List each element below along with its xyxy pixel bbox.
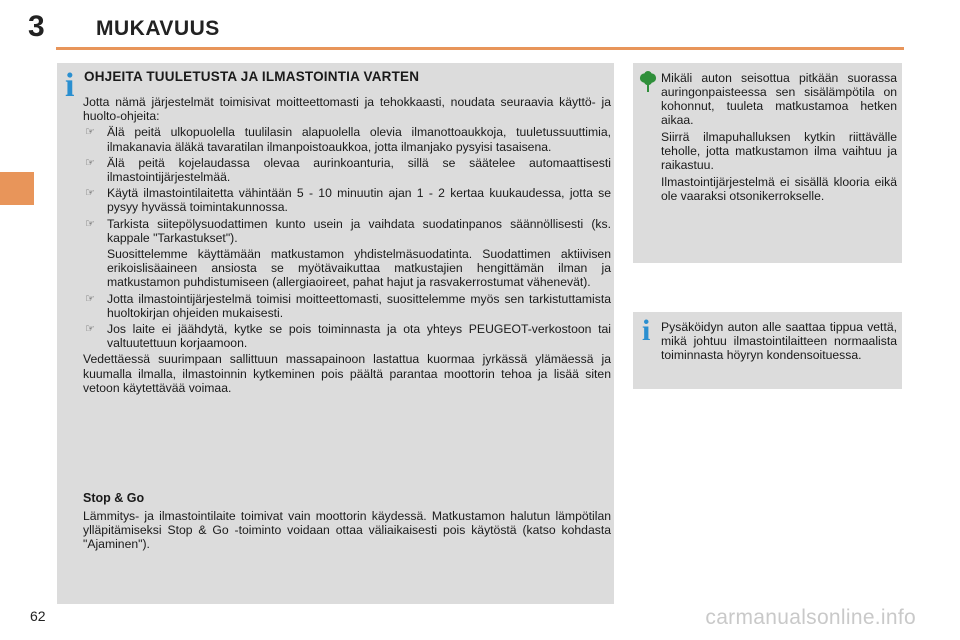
info-text: Pysäköidyn auton alle saattaa tippua vettä, mikä johtuu ilmastointilaitteen normaalista toiminnasta höyryn kondensoituessa.	[661, 320, 897, 362]
info-icon: i	[642, 314, 651, 347]
pointing-hand-icon: ☞	[85, 323, 95, 336]
main-box	[57, 63, 614, 604]
list-item	[83, 125, 611, 153]
intro-text: Jotta nämä järjestelmät toimisivat moitteettomasti ja tehokkaasti, noudata seuraavia käyttö- ja huolto-ohjeita:	[83, 95, 611, 124]
list-item	[83, 217, 611, 290]
chapter-number: 3	[28, 10, 45, 43]
instructions-body	[83, 95, 611, 397]
list-item-text: Jos laite ei jäähdytä, kytke se pois toiminnasta ja ota yhteys PEUGEOT-verkostoon tai valtuutettuun korjaamoon.	[107, 322, 611, 351]
box-title: OHJEITA TUULETUSTA JA ILMASTOINTIA VARTEN	[84, 69, 420, 84]
chapter-side-tab	[0, 172, 34, 205]
stop-go-title: Stop & Go	[83, 491, 145, 505]
list-item-text: Jotta ilmastointijärjestelmä toimisi moitteettomasti, suosittelemme myös sen tarkistuttamista huoltokirjan ohjeiden mukaisesti.	[107, 291, 611, 320]
list-item-text: Käytä ilmastointilaitetta vähintään 5 - 10 minuutin ajan 1 - 2 kertaa kuukaudessa, jotta se pysyy hyvässä toimintakunnossa.	[107, 186, 611, 215]
watermark: carmanualsonline.info	[705, 606, 916, 629]
info-icon: i	[65, 67, 75, 104]
list-item	[83, 156, 611, 184]
closing-text: Vedettäessä suurimpaan sallittuun massapainoon lastattua kuormaa jyrkässä ylämäessä ja kuumalla ilmalla, ilmastoinnin kytkeminen pois päältä parantaa moottorin tehoa ja lisää siten vetoon käytettävää voimaa.	[83, 352, 611, 395]
page-number: 62	[30, 608, 46, 624]
eco-paragraph: Mikäli auton seisottua pitkään suorassa auringonpaisteessa sen sisälämpötila on kohonnut, tuuleta matkustamoa hetken aikaa.	[661, 71, 897, 127]
list-item	[83, 186, 611, 214]
list-item-text: Älä peitä ulkopuolella tuulilasin alapuolella olevia ilmanottoaukkoja, tuuletussuuttimia, ilmakanavia äläkä tavaratilan ilmanpoistoaukkoa, jotta ilmanjako pysyisi tasaisena.	[107, 125, 611, 154]
header-rule	[56, 47, 904, 50]
pointing-hand-icon: ☞	[85, 126, 95, 139]
info-box	[633, 312, 902, 389]
pointing-hand-icon: ☞	[85, 217, 95, 230]
stop-go-text: Lämmitys- ja ilmastointilaite toimivat vain moottorin käydessä. Matkustamon halutun lämpötilan ylläpitämiseksi Stop & Go -toiminto voidaan ottaa väliaikaisesti pois käytöstä (katso kohdasta "Ajaminen").	[83, 509, 611, 552]
eco-paragraph: Ilmastointijärjestelmä ei sisällä klooria eikä ole vaaraksi otsonikerrokselle.	[661, 175, 897, 203]
eco-box	[633, 63, 902, 263]
pointing-hand-icon: ☞	[85, 292, 95, 305]
pointing-hand-icon: ☞	[85, 187, 95, 200]
leaf-icon	[639, 71, 657, 93]
pointing-hand-icon: ☞	[85, 156, 95, 169]
list-item-subtext: Suosittelemme käyttämään matkustamon yhdistelmäsuodatinta. Suodattimen aktiivisen erikoislisäaineen ansiosta se myötävaikuttaa matkustajien hengittämän ilman ja matkustamon puhdistumiseen (allergiaoireet, pahat hajut ja rasvakerrostumat vähenevät).	[107, 247, 611, 290]
list-item-text: Tarkista siitepölysuodattimen kunto usein ja vaihdata suodatinpanos säännöllisesti (ks. kappale "Tarkastukset").	[107, 216, 611, 245]
chapter-title: MUKAVUUS	[96, 17, 220, 40]
list-item	[83, 292, 611, 320]
eco-paragraph: Siirrä ilmapuhalluksen kytkin riittävälle teholle, jotta matkustamon ilma vaihtuu ja raikastuu.	[661, 130, 897, 172]
eco-text	[661, 71, 897, 206]
list-item	[83, 322, 611, 350]
list-item-text: Älä peitä kojelaudassa olevaa aurinkoanturia, sillä se säätelee automaattisesti ilmastointijärjestelmää.	[107, 155, 611, 185]
